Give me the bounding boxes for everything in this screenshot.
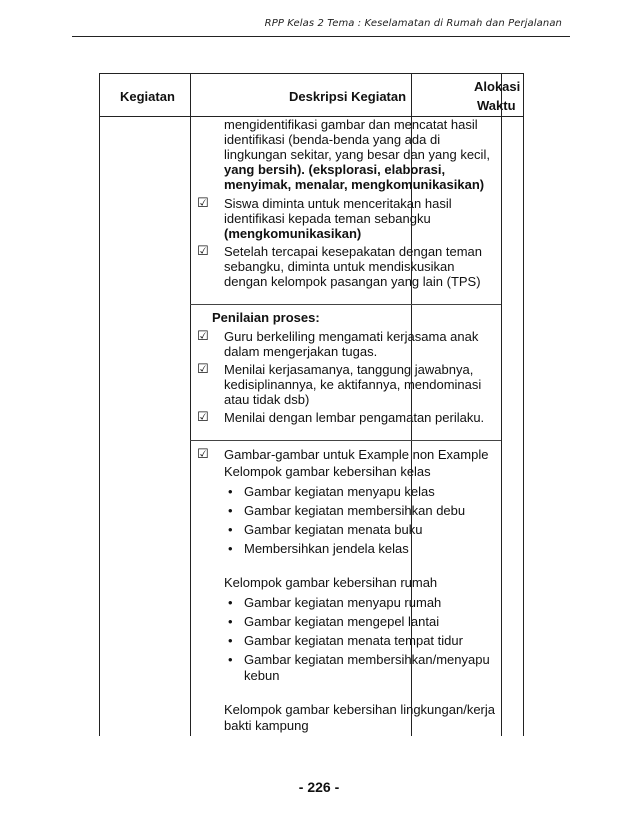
list-item: Gambar kegiatan membersihkan/menyapu xyxy=(244,652,490,667)
check-icon: ☑ xyxy=(197,329,209,344)
group-title: Kelompok gambar kebersihan lingkungan/kerja xyxy=(224,702,495,717)
item-line: Siswa diminta untuk menceritakan hasil xyxy=(224,196,452,211)
group-title: Kelompok gambar kebersihan rumah xyxy=(224,575,438,590)
group-title: bakti kampung xyxy=(224,718,309,733)
column-divider xyxy=(501,74,502,736)
item-line: Gambar-gambar untuk Example non Example xyxy=(224,447,489,462)
intro-line: yang bersih). (eksplorasi, elaborasi, xyxy=(224,162,446,177)
bullet-icon: • xyxy=(228,652,233,667)
header-kegiatan: Kegiatan xyxy=(120,89,175,104)
group-title: Kelompok gambar kebersihan kelas xyxy=(224,464,431,479)
item-line: dalam mengerjakan tugas. xyxy=(224,344,378,359)
bullet-icon: • xyxy=(228,541,233,556)
intro-line: identifikasi (benda-benda yang ada di xyxy=(224,132,441,147)
bullet-icon: • xyxy=(228,503,233,518)
row-divider xyxy=(190,304,501,305)
bullet-icon: • xyxy=(228,522,233,537)
intro-line: lingkungan sekitar, yang besar dan yang kecil, xyxy=(224,147,490,162)
item-line: dengan kelompok pasangan yang lain (TPS) xyxy=(224,274,481,289)
intro-line: menyimak, menalar, mengkomunikasikan) xyxy=(224,177,485,192)
item-line: Menilai kerjasamanya, tanggung jawabnya, xyxy=(224,362,474,377)
bullet-icon: • xyxy=(228,595,233,610)
bullet-icon: • xyxy=(228,633,233,648)
item-line: atau tidak dsb) xyxy=(224,392,310,407)
bullet-icon: • xyxy=(228,614,233,629)
header-waktu: Waktu xyxy=(477,98,516,113)
list-item: Gambar kegiatan menata tempat tidur xyxy=(244,633,463,648)
item-line: identifikasi kepada teman sebangku xyxy=(224,211,431,226)
check-icon: ☑ xyxy=(197,447,209,462)
page-number: - 226 - xyxy=(298,779,340,795)
item-line: Menilai dengan lembar pengamatan perilaku. xyxy=(224,410,485,425)
list-item: Gambar kegiatan mengepel lantai xyxy=(244,614,440,629)
list-item: kebun xyxy=(244,668,280,683)
intro-line: mengidentifikasi gambar dan mencatat hasil xyxy=(224,117,478,132)
list-item: Gambar kegiatan membersihkan debu xyxy=(244,503,466,518)
column-divider xyxy=(190,74,191,736)
list-item: Gambar kegiatan menata buku xyxy=(244,522,423,537)
item-line: Guru berkeliling mengamati kerjasama anak xyxy=(224,329,479,344)
check-icon: ☑ xyxy=(197,196,209,211)
list-item: Membersihkan jendela kelas xyxy=(244,541,409,556)
list-item: Gambar kegiatan menyapu rumah xyxy=(244,595,442,610)
item-line: Setelah tercapai kesepakatan dengan teman xyxy=(224,244,483,259)
bullet-icon: • xyxy=(228,484,233,499)
assessment-title: Penilaian proses: xyxy=(212,310,320,325)
item-line: (mengkomunikasikan) xyxy=(224,226,362,241)
header-alokasi: Alokasi xyxy=(474,79,521,94)
running-header: RPP Kelas 2 Tema : Keselamatan di Rumah dan Perjalanan xyxy=(264,18,562,29)
header-rule xyxy=(72,36,570,37)
activity-table xyxy=(99,73,524,736)
check-icon: ☑ xyxy=(197,244,209,259)
check-icon: ☑ xyxy=(197,362,209,377)
header-deskripsi: Deskripsi Kegiatan xyxy=(289,89,407,104)
list-item: Gambar kegiatan menyapu kelas xyxy=(244,484,435,499)
row-divider xyxy=(190,440,501,441)
item-line: sebangku, diminta untuk mendiskusikan xyxy=(224,259,455,274)
check-icon: ☑ xyxy=(197,410,209,425)
item-line: kedisiplinannya, ke aktifannya, mendominasi xyxy=(224,377,482,392)
